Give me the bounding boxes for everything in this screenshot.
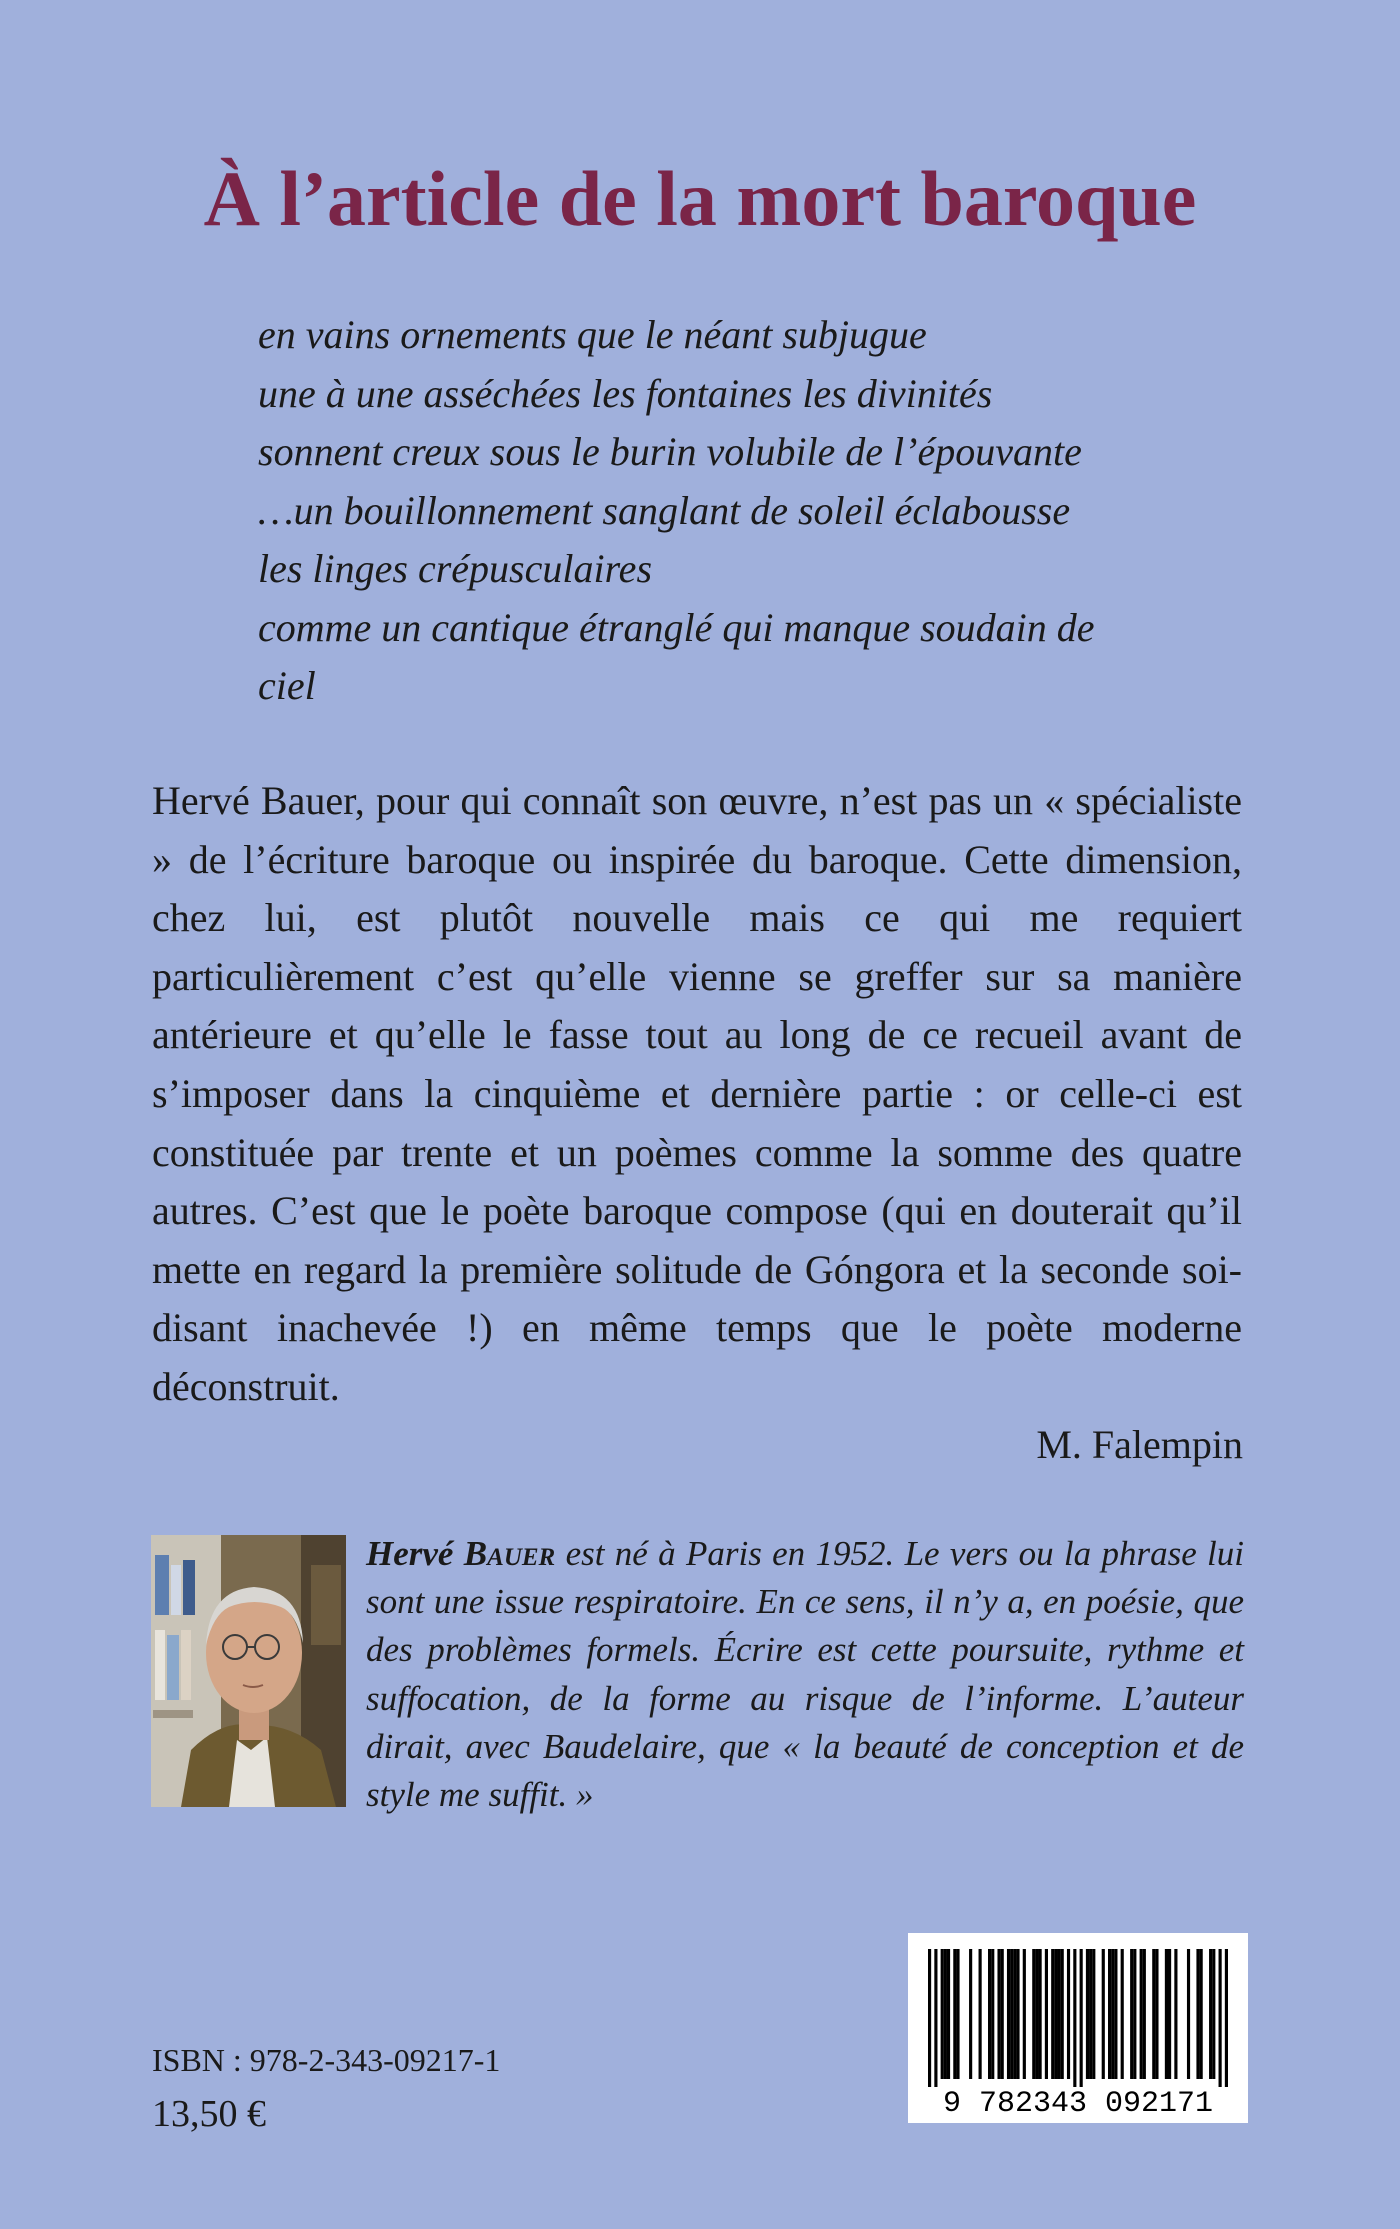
barcode-bar	[956, 1949, 959, 2079]
poem-line: les linges crépusculaires	[258, 546, 653, 591]
barcode-bar	[988, 1949, 991, 2079]
barcode-bar	[1013, 1949, 1016, 2079]
poem-line: en vains ornements que le néant subjugue	[258, 312, 927, 357]
barcode-bar	[1086, 1949, 1089, 2079]
barcode-bar	[997, 1949, 1000, 2079]
barcode-bar	[979, 1949, 982, 2079]
barcode-bar	[947, 1949, 950, 2079]
author-photo	[151, 1535, 346, 1807]
barcode-bar	[1155, 1949, 1158, 2079]
barcode-bar	[1143, 1949, 1146, 2079]
poem-excerpt	[258, 306, 1258, 716]
barcode-bar	[1174, 1949, 1177, 2079]
barcode-bar	[1001, 1949, 1004, 2079]
barcode-bar	[1168, 1949, 1171, 2079]
barcode-bar	[1200, 1949, 1203, 2079]
barcode-bar	[1130, 1949, 1133, 2079]
barcode-bar	[1111, 1949, 1114, 2079]
barcode-bar	[969, 1949, 972, 2079]
barcode-bar	[1133, 1949, 1136, 2079]
barcode-bar	[1067, 1949, 1070, 2079]
poem-line: ciel	[258, 663, 316, 708]
barcode-bar	[1121, 1949, 1124, 2079]
author-bio-text: est né à Paris en 1952. Le vers ou la phrase lui sont une issue respiratoire. En ce sens, il n’y a, en poésie, que des problèmes formels. Écrire est cette poursuite, rythme et suffocation, de la forme au risque de l’informe. L’auteur dirait, avec Baudelaire, que « la beauté de conception et de style me suffit. »	[366, 1534, 1245, 1815]
author-bio	[366, 1530, 1244, 1819]
barcode	[908, 1933, 1248, 2123]
barcode-bar	[1187, 1949, 1190, 2079]
barcode-bar	[1108, 1949, 1111, 2079]
poem-line: comme un cantique étranglé qui manque soudain de	[258, 604, 1095, 650]
barcode-bar	[1152, 1949, 1155, 2079]
barcode-bar	[1219, 1949, 1222, 2087]
barcode-bar	[1045, 1949, 1048, 2079]
isbn: ISBN : 978-2-343-09217-1	[152, 2042, 501, 2078]
book-title: À l’article de la mort baroque	[203, 155, 1197, 242]
poem-line: une à une asséchées les fontaines les divinités	[258, 370, 993, 416]
barcode-bar	[1057, 1949, 1060, 2079]
barcode-bar	[944, 1949, 947, 2079]
barcode-bar	[1051, 1949, 1054, 2079]
barcode-bar	[1010, 1949, 1013, 2079]
barcode-bar	[1073, 1949, 1076, 2087]
barcode-bar	[1080, 1949, 1083, 2087]
poem-line: sonnent creux sous le burin volubile de l’épouvante	[258, 429, 1082, 474]
barcode-bar	[953, 1949, 956, 2079]
barcode-bar	[934, 1949, 937, 2087]
barcode-bar	[1114, 1949, 1117, 2079]
barcode-bar	[1102, 1949, 1105, 2079]
barcode-bar	[1196, 1949, 1199, 2079]
price: 13,50 €	[152, 2093, 266, 2135]
barcode-bar	[941, 1949, 944, 2079]
barcode-bar	[1165, 1949, 1168, 2079]
barcode-bar	[1092, 1949, 1095, 2079]
author-first-name: Hervé	[366, 1534, 454, 1573]
barcode-bar	[1032, 1949, 1035, 2079]
barcode-bar	[1212, 1949, 1215, 2079]
barcode-bar	[1035, 1949, 1038, 2079]
barcode-bar	[928, 1949, 931, 2087]
barcode-bar	[1225, 1949, 1228, 2087]
barcode-bar	[1140, 1949, 1143, 2079]
barcode-bar	[1007, 1949, 1010, 2079]
barcode-bar	[1023, 1949, 1026, 2079]
barcode-bar	[1089, 1949, 1092, 2079]
barcode-bar	[1061, 1949, 1064, 2079]
author-last-name: Bauer	[463, 1534, 556, 1573]
barcode-bar	[1209, 1949, 1212, 2079]
barcode-bar	[1016, 1949, 1019, 2079]
barcode-bar	[991, 1949, 994, 2079]
barcode-bar	[1039, 1949, 1042, 2079]
review-text: Hervé Bauer, pour qui connaît son œuvre, n’est pas un « spécialiste » de l’écriture baroque ou inspirée du baroque. Cette dimension, chez lui, est plutôt nouvelle mais ce qui me requiert particulièrement c’est qu’elle vienne se greffer sur sa manière antérieure et qu’elle le fasse tout au long de ce recueil avant de s’imposer dans la cinquième et dernière partie : or celle-ci est constituée par trente et un poèmes comme la somme des quatre autres. C’est que le poète baroque compose (qui en douterait qu’il mette en regard la première solitude de Góngora et la seconde soi-disant inachevée !) en même temps que le poète moderne déconstruit.	[152, 778, 1242, 1409]
barcode-bar	[1054, 1949, 1057, 2079]
barcode-digits: 9 782343 092171	[942, 2087, 1214, 2121]
poem-line: …un bouillonnement sanglant de soleil éclabousse	[258, 487, 1071, 533]
review-signature: M. Falempin	[1036, 1422, 1243, 1467]
